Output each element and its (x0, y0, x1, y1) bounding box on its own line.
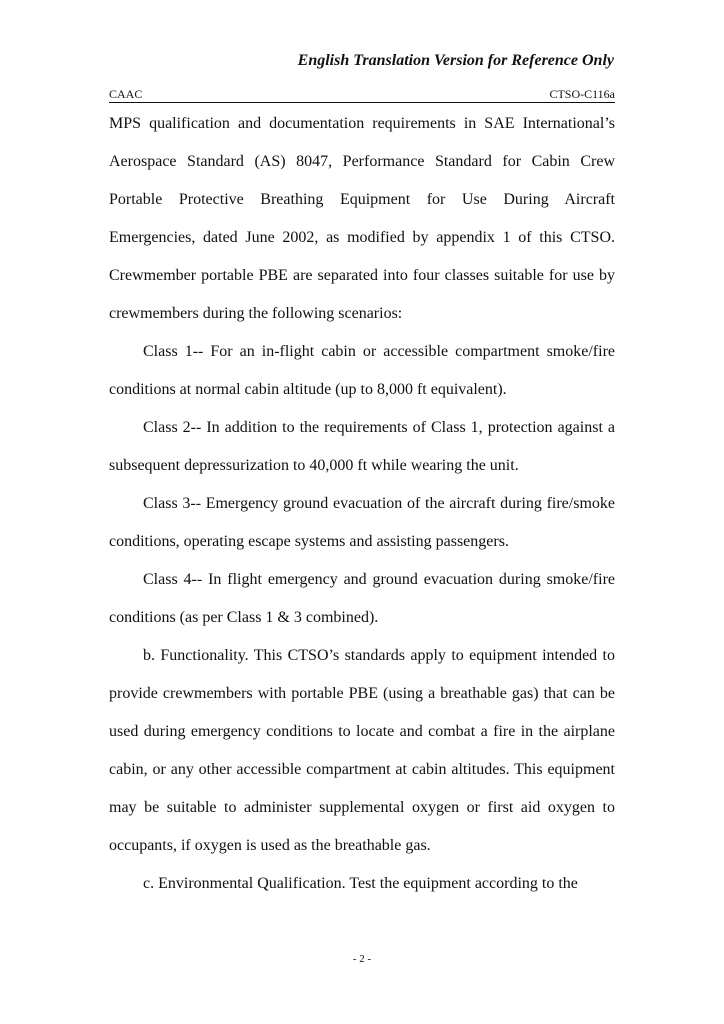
paragraph-class-1: Class 1-- For an in-flight cabin or accessible compartment smoke/fire conditions at normal cabin altitude (up to 8,000 ft equivalent). (109, 343, 615, 398)
paragraph-intro: MPS qualification and documentation requirements in SAE International’s Aerospace Standard (AS) 8047, Performance Standard for Cabin Crew Portable Protective Breathing Equipment for Use During Aircraft Emergencies, dated June 2002, as modified by appendix 1 of this CTSO. Crewmember portable PBE are separated into four classes suitable for use by crewmembers during the following scenarios: (109, 115, 615, 322)
body-text (109, 105, 615, 903)
running-header (109, 86, 615, 103)
paragraph-functionality: b. Functionality. This CTSO’s standards apply to equipment intended to provide crewmembers with portable PBE (using a breathable gas) that can be used during emergency conditions to locate and combat a fire in the airplane cabin, or any other accessible compartment at cabin altitudes. This equipment may be suitable to administer supplemental oxygen or first aid oxygen to occupants, if oxygen is used as the breathable gas. (109, 647, 615, 854)
paragraph-class-4: Class 4-- In flight emergency and ground evacuation during smoke/fire conditions (as per Class 1 & 3 combined). (109, 571, 615, 626)
paragraph-class-2: Class 2-- In addition to the requirements of Class 1, protection against a subsequent depressurization to 40,000 ft while wearing the unit. (109, 419, 615, 474)
paragraph-class-3: Class 3-- Emergency ground evacuation of the aircraft during fire/smoke conditions, operating escape systems and assisting passengers. (109, 495, 615, 550)
paragraph-environmental-qualification: c. Environmental Qualification. Test the equipment according to the (143, 875, 578, 892)
header-document-id: CTSO-C116a (549, 87, 615, 101)
translation-note: English Translation Version for Reference Only (297, 52, 614, 69)
header-authority: CAAC (109, 87, 143, 101)
page-number: - 2 - (352, 953, 372, 965)
